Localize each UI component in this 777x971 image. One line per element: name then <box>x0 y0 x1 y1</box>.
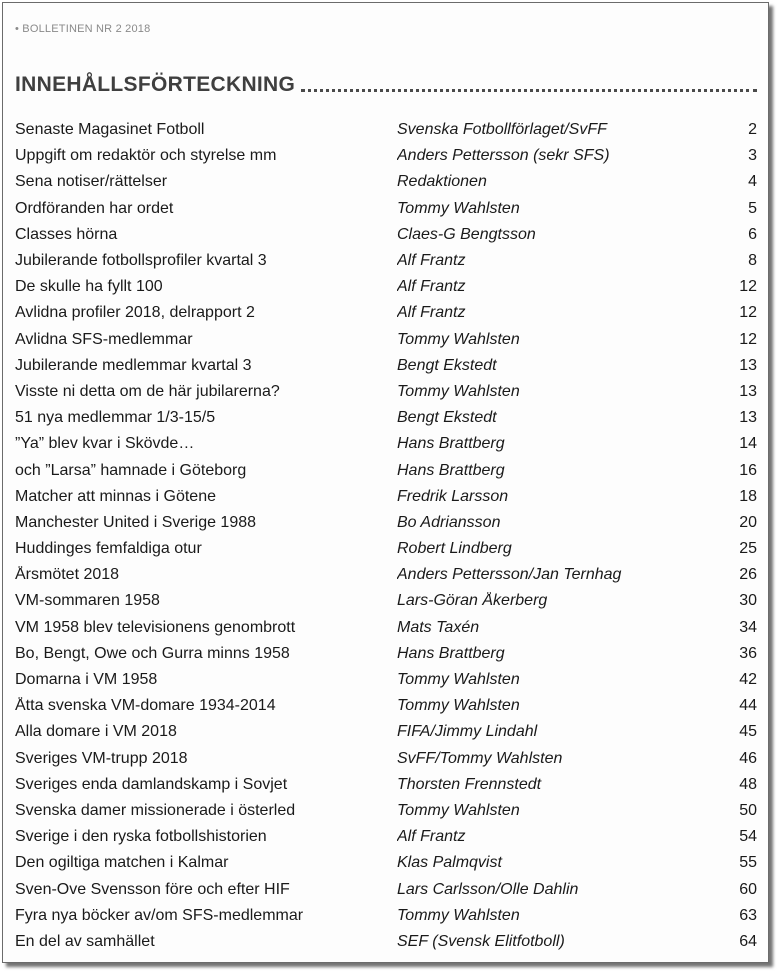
toc-page-number: 5 <box>748 199 757 217</box>
toc-article-title: Alla domare i VM 2018 <box>15 723 177 741</box>
toc-entry <box>15 746 757 772</box>
toc-entry <box>15 641 757 667</box>
toc-entry <box>15 169 757 195</box>
toc-page-number: 13 <box>739 382 757 400</box>
toc-entry <box>15 929 757 955</box>
toc-author: Alf Frantz <box>397 278 466 296</box>
toc-page-number: 60 <box>739 880 757 898</box>
toc-entry <box>15 405 757 431</box>
toc-page-number: 12 <box>739 330 757 348</box>
toc-entry <box>15 903 757 929</box>
toc-article-title: Manchester United i Sverige 1988 <box>15 513 257 531</box>
toc-author: SvFF/Tommy Wahlsten <box>397 749 563 767</box>
toc-entry <box>15 562 757 588</box>
toc-page-number: 16 <box>739 461 757 479</box>
toc-article-title: 51 nya medlemmar 1/3-15/5 <box>15 409 216 427</box>
toc-entry <box>15 431 757 457</box>
toc-author: Hans Brattberg <box>397 644 505 662</box>
toc-author: Tommy Wahlsten <box>397 906 520 924</box>
toc-article-title: En del av samhället <box>15 932 155 950</box>
toc-author: Alf Frantz <box>397 828 466 846</box>
toc-article-title: Ordföranden har ordet <box>15 199 174 217</box>
toc-entry <box>15 196 757 222</box>
toc-author: SEF (Svensk Elitfotboll) <box>397 932 565 950</box>
toc-entry <box>15 248 757 274</box>
toc-entry <box>15 143 757 169</box>
toc-author: Bo Adriansson <box>397 513 501 531</box>
toc-entry <box>15 510 757 536</box>
toc-author: Alf Frantz <box>397 304 466 322</box>
toc-article-title: Matcher att minnas i Götene <box>15 487 216 505</box>
toc-article-title: Avlidna SFS-medlemmar <box>15 330 193 348</box>
toc-author: Fredrik Larsson <box>397 487 509 505</box>
toc-author: Tommy Wahlsten <box>397 801 520 819</box>
toc-page-number: 30 <box>739 592 757 610</box>
toc-article-title: De skulle ha fyllt 100 <box>15 278 163 296</box>
toc-article-title: ”Ya” blev kvar i Skövde… <box>15 435 195 453</box>
toc-page-number: 4 <box>748 173 757 191</box>
toc-author: Anders Pettersson (sekr SFS) <box>397 147 610 165</box>
toc-entry <box>15 222 757 248</box>
toc-entry <box>15 536 757 562</box>
toc-article-title: Avlidna profiler 2018, delrapport 2 <box>15 304 255 322</box>
toc-entry <box>15 353 757 379</box>
toc-page-number: 64 <box>739 932 757 950</box>
toc-entry <box>15 850 757 876</box>
toc-page-number: 44 <box>739 697 757 715</box>
title-dot-leader <box>301 89 757 92</box>
toc-page-number: 34 <box>739 618 757 636</box>
toc-page-number: 25 <box>739 540 757 558</box>
toc-article-title: VM 1958 blev televisionens genombrott <box>15 618 296 636</box>
toc-page-number: 8 <box>748 252 757 270</box>
toc-article-title: Sven-Ove Svensson före och efter HIF <box>15 880 290 898</box>
toc-page-number: 12 <box>739 278 757 296</box>
toc-page-number: 12 <box>739 304 757 322</box>
toc-entry <box>15 772 757 798</box>
toc-page-number: 55 <box>739 854 757 872</box>
toc-entry <box>15 719 757 745</box>
toc-article-title: Åtta svenska VM-domare 1934-2014 <box>15 697 276 715</box>
toc-page-number: 14 <box>739 435 757 453</box>
toc-entry <box>15 693 757 719</box>
toc-author: FIFA/Jimmy Lindahl <box>397 723 538 741</box>
toc-author: Tommy Wahlsten <box>397 697 520 715</box>
toc-author: Thorsten Frennstedt <box>397 775 542 793</box>
toc-author: Bengt Ekstedt <box>397 356 497 374</box>
toc-entry <box>15 379 757 405</box>
toc-article-title: Uppgift om redaktör och styrelse mm <box>15 147 277 165</box>
toc-article-title: Classes hörna <box>15 225 118 243</box>
toc-author: Mats Taxén <box>397 618 480 636</box>
toc-entry <box>15 798 757 824</box>
toc-article-title: Visste ni detta om de här jubilarerna? <box>15 382 280 400</box>
toc-entry <box>15 588 757 614</box>
toc-author: Lars Carlsson/Olle Dahlin <box>397 880 579 898</box>
toc-author: Redaktionen <box>397 173 487 191</box>
toc-article-title: Fyra nya böcker av/om SFS-medlemmar <box>15 906 304 924</box>
toc-page-number: 50 <box>739 801 757 819</box>
toc-article-title: Årsmötet 2018 <box>15 566 120 584</box>
toc-title: INNEHÅLLSFÖRTECKNING <box>15 73 296 96</box>
toc-entry <box>15 117 757 143</box>
toc-page-number: 13 <box>739 356 757 374</box>
toc-entry <box>15 457 757 483</box>
toc-author: Lars-Göran Åkerberg <box>397 592 548 610</box>
toc-author: Tommy Wahlsten <box>397 671 520 689</box>
toc-article-title: Bo, Bengt, Owe och Gurra minns 1958 <box>15 644 290 662</box>
toc-author: Svenska Fotbollförlaget/SvFF <box>397 121 607 139</box>
toc-page-number: 46 <box>739 749 757 767</box>
toc-article-title: Domarna i VM 1958 <box>15 671 158 689</box>
document-page <box>2 2 769 963</box>
toc-page-number: 54 <box>739 828 757 846</box>
toc-article-title: VM-sommaren 1958 <box>15 592 160 610</box>
toc-article-title: Den ogiltiga matchen i Kalmar <box>15 854 229 872</box>
toc-entry <box>15 876 757 902</box>
running-head: • BOLLETINEN NR 2 2018 <box>15 23 151 35</box>
toc-author: Hans Brattberg <box>397 435 505 453</box>
toc-article-title: Sena notiser/rättelser <box>15 173 168 191</box>
toc-article-title: Senaste Magasinet Fotboll <box>15 121 205 139</box>
toc-page-number: 2 <box>748 121 757 139</box>
toc-article-title: Jubilerande fotbollsprofiler kvartal 3 <box>15 252 267 270</box>
toc-page-number: 13 <box>739 409 757 427</box>
toc-article-title: Sveriges enda damlandskamp i Sovjet <box>15 775 288 793</box>
toc-page-number: 26 <box>739 566 757 584</box>
toc-page-number: 20 <box>739 513 757 531</box>
toc-article-title: och ”Larsa” hamnade i Göteborg <box>15 461 247 479</box>
toc-author: Anders Pettersson/Jan Ternhag <box>397 566 622 584</box>
toc-page-number: 3 <box>748 147 757 165</box>
toc-author: Tommy Wahlsten <box>397 330 520 348</box>
toc-article-title: Jubilerande medlemmar kvartal 3 <box>15 356 252 374</box>
toc-list <box>15 117 757 955</box>
toc-article-title: Huddinges femfaldiga otur <box>15 540 202 558</box>
toc-author: Alf Frantz <box>397 252 466 270</box>
toc-author: Bengt Ekstedt <box>397 409 497 427</box>
toc-page-number: 42 <box>739 671 757 689</box>
toc-entry <box>15 484 757 510</box>
toc-page-number: 18 <box>739 487 757 505</box>
toc-article-title: Svenska damer missionerade i österled <box>15 801 296 819</box>
toc-entry <box>15 667 757 693</box>
toc-page-number: 63 <box>739 906 757 924</box>
toc-article-title: Sveriges VM-trupp 2018 <box>15 749 188 767</box>
toc-heading <box>15 67 757 97</box>
toc-author: Tommy Wahlsten <box>397 199 520 217</box>
toc-entry <box>15 327 757 353</box>
toc-author: Tommy Wahlsten <box>397 382 520 400</box>
toc-page-number: 6 <box>748 225 757 243</box>
toc-author: Robert Lindberg <box>397 540 512 558</box>
toc-entry <box>15 274 757 300</box>
toc-page-number: 45 <box>739 723 757 741</box>
toc-page-number: 36 <box>739 644 757 662</box>
toc-page-number: 48 <box>739 775 757 793</box>
toc-entry <box>15 300 757 326</box>
toc-entry <box>15 615 757 641</box>
toc-author: Klas Palmqvist <box>397 854 502 872</box>
toc-author: Claes-G Bengtsson <box>397 225 536 243</box>
toc-article-title: Sverige i den ryska fotbollshistorien <box>15 828 267 846</box>
toc-entry <box>15 824 757 850</box>
toc-author: Hans Brattberg <box>397 461 505 479</box>
